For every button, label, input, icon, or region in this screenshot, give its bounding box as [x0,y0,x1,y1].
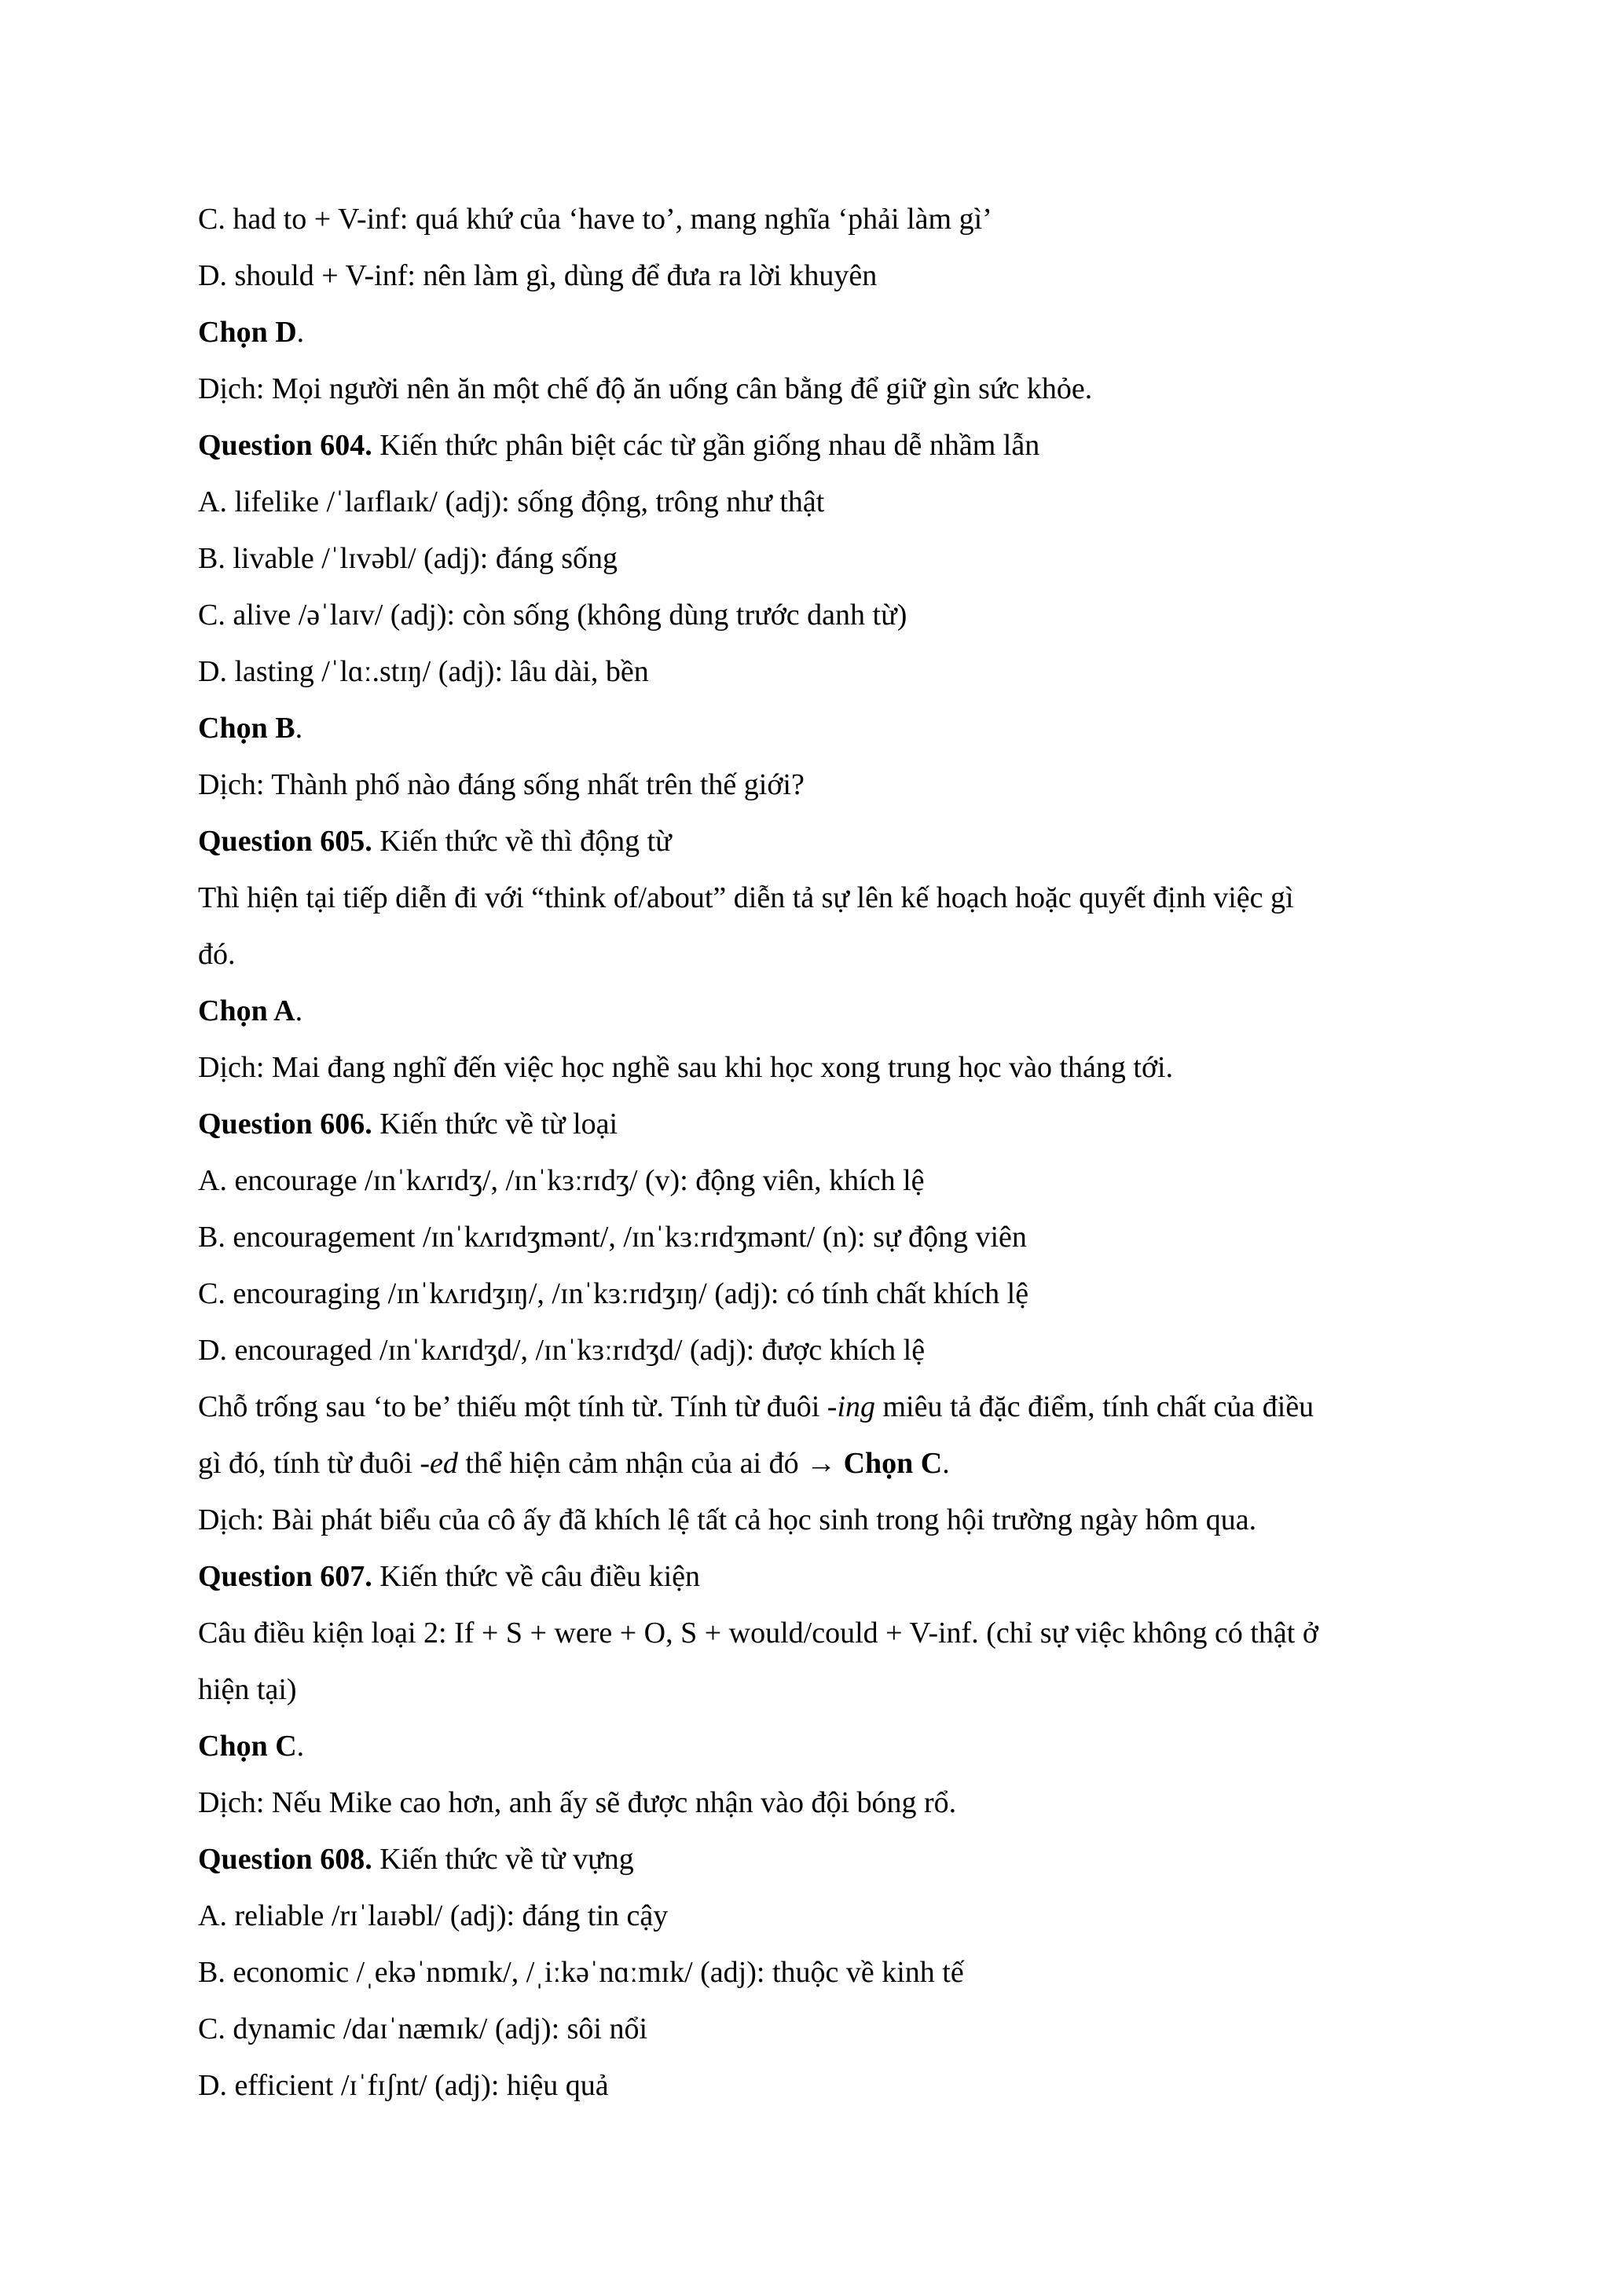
explanation-text: đó. [198,938,236,971]
option-text: C. had to + V-inf: quá khứ của ‘have to’, mang nghĩa ‘phải làm gì’ [198,203,992,236]
option-c-line [198,191,1447,247]
question-607-explanation-2 [198,1661,1447,1718]
question-607-heading [198,1548,1447,1605]
question-605-explanation-1 [198,870,1447,926]
option-text: D. lasting /ˈlɑː.stɪŋ/ (adj): lâu dài, bền [198,655,649,688]
explanation-text: Chỗ trống sau ‘to be’ thiếu một tính từ. Tính từ đuôi - [198,1390,838,1423]
question-topic: Kiến thức về từ vựng [372,1843,634,1876]
option-text: D. encouraged /ɪnˈkʌrɪdʒd/, /ɪnˈkɜːrɪdʒd/ (adj): được khích lệ [198,1334,926,1367]
question-608-option-d [198,2057,1447,2114]
question-606-option-d [198,1322,1447,1379]
explanation-text: gì đó, tính từ đuôi - [198,1447,431,1480]
question-604-translation [198,756,1447,813]
option-text: D. should + V-inf: nên làm gì, dùng để đưa ra lời khuyên [198,259,878,292]
question-604-option-c [198,587,1447,643]
answer-punct: . [942,1447,950,1480]
question-topic: Kiến thức về câu điều kiện [372,1560,701,1593]
question-number: Question 606. [198,1108,372,1141]
italic-suffix: ing [837,1390,875,1423]
translation-text: Dịch: Thành phố nào đáng sống nhất trên thế giới? [198,768,805,801]
question-604-option-d [198,643,1447,700]
answer-label: Chọn C [198,1730,297,1763]
translation-line [198,361,1447,417]
question-604-answer [198,700,1447,756]
question-topic: Kiến thức về từ loại [372,1108,618,1141]
translation-text: Dịch: Nếu Mike cao hơn, anh ấy sẽ được nhận vào đội bóng rổ. [198,1786,957,1819]
explanation-text: miêu tả đặc điểm, tính chất của điều [875,1390,1314,1423]
document-page [198,191,1447,2114]
answer-label: Chọn D [198,316,297,349]
option-text: C. dynamic /daɪˈnæmɪk/ (adj): sôi nổi [198,2012,648,2045]
answer-label: Chọn A [198,994,295,1027]
question-606-option-b [198,1209,1447,1265]
option-text: C. encouraging /ɪnˈkʌrɪdʒɪŋ/, /ɪnˈkɜːrɪdʒɪŋ/ (adj): có tính chất khích lệ [198,1277,1029,1310]
answer-punct: . [296,1730,305,1763]
question-607-translation [198,1774,1447,1831]
question-606-heading [198,1096,1447,1152]
question-topic: Kiến thức về thì động từ [372,825,672,858]
question-608-option-c [198,2001,1447,2057]
question-606-translation [198,1492,1447,1548]
option-text: D. efficient /ɪˈfɪʃnt/ (adj): hiệu quả [198,2069,609,2102]
italic-suffix: ed [430,1447,458,1480]
question-604-option-a [198,474,1447,530]
answer-line [198,304,1447,361]
question-608-option-a [198,1888,1447,1944]
option-text: B. livable /ˈlɪvəbl/ (adj): đáng sống [198,542,618,575]
question-606-explanation-2 [198,1435,1447,1492]
question-606-explanation-1 [198,1379,1447,1435]
option-text: C. alive /əˈlaɪv/ (adj): còn sống (không dùng trước danh từ) [198,599,907,632]
question-605-translation [198,1039,1447,1096]
answer-label: Chọn C [843,1447,943,1480]
question-topic: Kiến thức phân biệt các từ gần giống nhau dễ nhầm lẫn [372,429,1040,462]
question-number: Question 607. [198,1560,372,1593]
option-text: B. encouragement /ɪnˈkʌrɪdʒmənt/, /ɪnˈkɜːrɪdʒmənt/ (n): sự động viên [198,1221,1027,1254]
question-608-heading [198,1831,1447,1888]
option-text: A. encourage /ɪnˈkʌrɪdʒ/, /ɪnˈkɜːrɪdʒ/ (v): động viên, khích lệ [198,1164,925,1197]
question-608-option-b [198,1944,1447,2001]
question-number: Question 605. [198,825,372,858]
question-604-heading [198,417,1447,474]
question-number: Question 608. [198,1843,372,1876]
question-607-answer [198,1718,1447,1774]
question-604-option-b [198,530,1447,587]
question-606-option-c [198,1265,1447,1322]
question-605-heading [198,813,1447,870]
translation-text: Dịch: Mai đang nghĩ đến việc học nghề sau khi học xong trung học vào tháng tới. [198,1051,1174,1084]
question-605-answer [198,983,1447,1039]
answer-punct: . [295,712,303,745]
option-text: A. reliable /rɪˈlaɪəbl/ (adj): đáng tin cậy [198,1899,669,1932]
explanation-text: Câu điều kiện loại 2: If + S + were + O, S + would/could + V-inf. (chỉ sự việc không có thật ở [198,1617,1318,1650]
answer-punct: . [296,316,305,349]
question-606-option-a [198,1152,1447,1209]
explanation-text: hiện tại) [198,1673,297,1706]
translation-text: Dịch: Bài phát biểu của cô ấy đã khích lệ tất cả học sinh trong hội trường ngày hôm qua. [198,1503,1257,1536]
option-text: A. lifelike /ˈlaɪflaɪk/ (adj): sống động, trông như thật [198,485,825,518]
option-text: B. economic /ˌekəˈnɒmɪk/, /ˌiːkəˈnɑːmɪk/ (adj): thuộc về kinh tế [198,1956,964,1989]
answer-label: Chọn B [198,712,295,745]
translation-text: Dịch: Mọi người nên ăn một chế độ ăn uống cân bằng để giữ gìn sức khỏe. [198,372,1093,405]
option-d-line [198,247,1447,304]
explanation-text: thể hiện cảm nhận của ai đó → [457,1447,844,1480]
question-number: Question 604. [198,429,372,462]
answer-punct: . [295,994,303,1027]
question-607-explanation-1 [198,1605,1447,1661]
explanation-text: Thì hiện tại tiếp diễn đi với “think of/about” diễn tả sự lên kế hoạch hoặc quyết định việc gì [198,881,1294,914]
question-605-explanation-2 [198,926,1447,983]
